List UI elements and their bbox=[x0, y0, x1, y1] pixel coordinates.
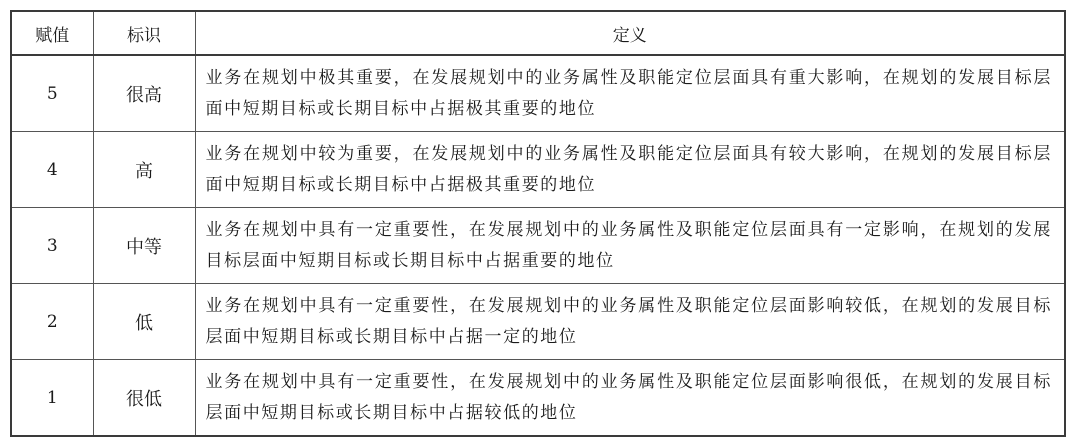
cell-definition: 业务在规划中具有一定重要性，在发展规划中的业务属性及职能定位层面影响很低，在规划的发展目标层面中短期目标或长期目标中占据较低的地位 bbox=[195, 360, 1065, 437]
table-row bbox=[11, 360, 1065, 437]
cell-definition: 业务在规划中具有一定重要性，在发展规划中的业务属性及职能定位层面具有一定影响，在规划的发展目标层面中短期目标或长期目标中占据重要的地位 bbox=[195, 208, 1065, 284]
table-header bbox=[11, 11, 1065, 55]
table-row bbox=[11, 208, 1065, 284]
importance-grading-table bbox=[10, 10, 1066, 437]
table-row bbox=[11, 132, 1065, 208]
header-row bbox=[11, 11, 1065, 55]
cell-definition: 业务在规划中具有一定重要性，在发展规划中的业务属性及职能定位层面影响较低，在规划的发展目标层面中短期目标或长期目标中占据一定的地位 bbox=[195, 284, 1065, 360]
header-label: 标识 bbox=[93, 11, 195, 55]
header-definition: 定义 bbox=[195, 11, 1065, 55]
cell-value: 4 bbox=[11, 132, 93, 208]
cell-value: 3 bbox=[11, 208, 93, 284]
cell-value: 2 bbox=[11, 284, 93, 360]
table-row bbox=[11, 284, 1065, 360]
cell-value: 5 bbox=[11, 55, 93, 132]
table-body bbox=[11, 55, 1065, 436]
cell-label: 很低 bbox=[93, 360, 195, 437]
cell-value: 1 bbox=[11, 360, 93, 437]
cell-definition: 业务在规划中极其重要，在发展规划中的业务属性及职能定位层面具有重大影响，在规划的发展目标层面中短期目标或长期目标中占据极其重要的地位 bbox=[195, 55, 1065, 132]
header-value: 赋值 bbox=[11, 11, 93, 55]
cell-definition: 业务在规划中较为重要，在发展规划中的业务属性及职能定位层面具有较大影响，在规划的发展目标层面中短期目标或长期目标中占据极其重要的地位 bbox=[195, 132, 1065, 208]
cell-label: 中等 bbox=[93, 208, 195, 284]
table-row bbox=[11, 55, 1065, 132]
cell-label: 低 bbox=[93, 284, 195, 360]
cell-label: 很高 bbox=[93, 55, 195, 132]
cell-label: 高 bbox=[93, 132, 195, 208]
